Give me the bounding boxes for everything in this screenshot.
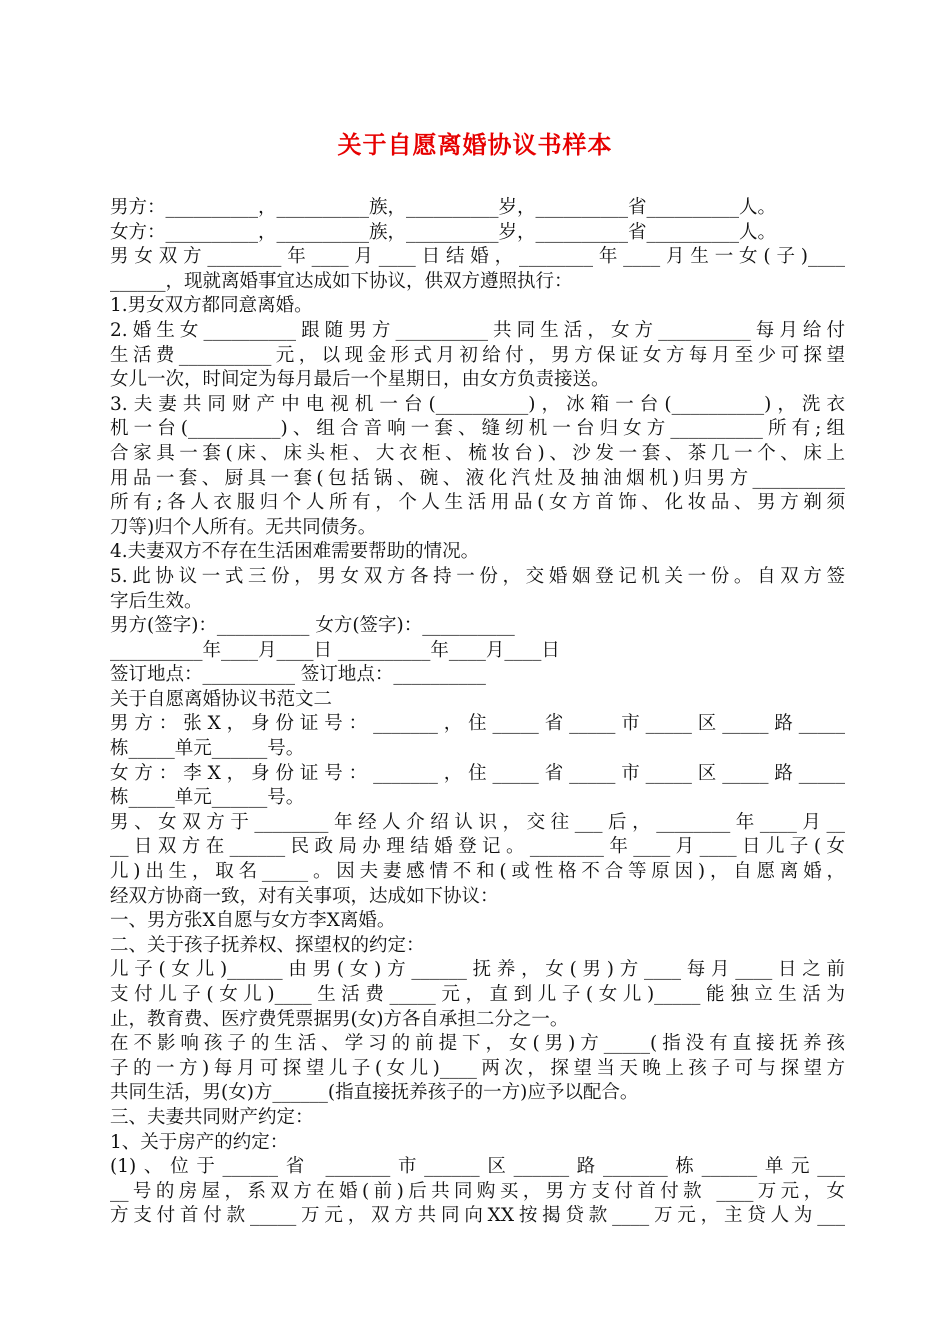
text-line: 止，教育费、医疗费凭票据男(女)方各自承担二分之一。 <box>110 1008 569 1030</box>
text-line: 刀等)归个人所有。无共同债务。 <box>110 516 377 538</box>
text-line: 儿子(女儿)______由男(女)方______抚养，女(男)方____每月____日之前 <box>110 959 845 981</box>
text-line: 男方(签字)：__________ 女方(签字)：__________ <box>110 615 515 637</box>
text-line: __日双方在______民政局办理结婚登记。________年____月____日儿子(女 <box>110 836 845 858</box>
text-line: (1)、位于______省 _______市______区______路_______栋______单元___ <box>110 1156 845 1178</box>
text-line: 栋_____单元______号。 <box>110 787 305 809</box>
text-line: 子的一方)每月可探望儿子(女儿)____两次，探望当天晚上孩子可与探望方 <box>110 1057 845 1079</box>
text-line: 栋_____单元______号。 <box>110 738 305 760</box>
text-line: 签订地点：__________ 签订地点：__________ <box>110 664 486 686</box>
text-line: 所有;各人衣服归个人所有，个人生活用品(女方首饰、化妆品、男方剃须 <box>110 492 845 514</box>
text-line: 在不影响孩子的生活、学习的前提下，女(男)方_____(指没有直接抚养孩 <box>110 1033 845 1055</box>
text-line: 方支付首付款_____万元，双方共同向XX按揭贷款____万元，主贷人为___ <box>110 1205 845 1227</box>
text-line: __号的房屋，系双方在婚(前)后共同购买，男方支付首付款 ____万元，女 <box>110 1180 845 1202</box>
text-line: 经双方协商一致，对有关事项，达成如下协议： <box>110 885 499 907</box>
document-title: 关于自愿离婚协议书样本 <box>337 131 613 159</box>
text-line: 男、女双方于________年经人介绍认识，交往___后，________年____月__ <box>110 811 845 833</box>
text-line: 5.此协议一式三份，男女双方各持一份，交婚姻登记机关一份。自双方签 <box>110 565 845 587</box>
text-line: 生活费__________元，以现金形式月初给付，男方保证女方每月至少可探望 <box>110 344 845 366</box>
document-body <box>110 196 845 1229</box>
text-line: 关于自愿离婚协议书范文二 <box>110 688 333 710</box>
text-line: 3.夫妻共同财产中电视机一台(__________)，冰箱一台(__________)，洗衣 <box>110 393 845 415</box>
text-line: 合家具一套(床、床头柜、大衣柜、梳妆台)、沙发一套、茶几一个、床上 <box>110 442 845 464</box>
text-line: 机一台(__________)、组合音响一套、缝纫机一台归女方__________所有;组 <box>110 418 845 440</box>
text-line: 4.夫妻双方不存在生活困难需要帮助的情况。 <box>110 541 480 563</box>
text-line: 支付儿子(女儿)____生活费_____元，直到儿子(女儿)_____能独立生活为 <box>110 984 845 1005</box>
text-line: 2.婚生女__________跟随男方__________共同生活，女方__________每月给付 <box>110 319 845 341</box>
text-line: 一、男方张X自愿与女方李X离婚。 <box>110 910 396 932</box>
text-line: 男女双方________年____月____日结婚，________年____月生一女(子)____ <box>110 246 845 268</box>
text-line: ______，现就离婚事宜达成如下协议，供双方遵照执行： <box>110 270 573 292</box>
text-line: 女儿一次，时间定为每月最后一个星期日，由女方负责接送。 <box>110 369 610 391</box>
text-line: 1.男女双方都同意离婚。 <box>110 295 313 317</box>
text-line: 儿)出生，取名_____。因夫妻感情不和(或性格不合等原因)，自愿离婚， <box>110 861 845 883</box>
text-line: 共同生活，男(女)方______(指直接抚养孩子的一方)应予以配合。 <box>110 1082 639 1104</box>
text-line: 字后生效。 <box>110 590 203 612</box>
text-line: 二、关于孩子抚养权、探望权的约定： <box>110 934 425 956</box>
text-line: 用品一套、厨具一套(包括锅、碗、液化汽灶及抽油烟机)归男方__________ <box>110 467 845 489</box>
text-line: 1、关于房产的约定： <box>110 1131 289 1153</box>
text-line: 女方：李X，身份证号：_______，住_____省_____市_____区_____路_____ <box>110 762 845 784</box>
text-line: 男方：__________，__________族，__________岁，__________省__________人。 <box>110 197 777 218</box>
text-line: 三、夫妻共同财产约定： <box>110 1106 314 1128</box>
text-line: __________年____月____日 __________年____月____日 <box>110 639 560 661</box>
text-line: 男方：张X，身份证号：_______，住_____省_____市_____区_____路_____ <box>110 713 845 735</box>
text-line: 女方：__________，__________族，__________岁，__________省__________人。 <box>110 221 777 243</box>
